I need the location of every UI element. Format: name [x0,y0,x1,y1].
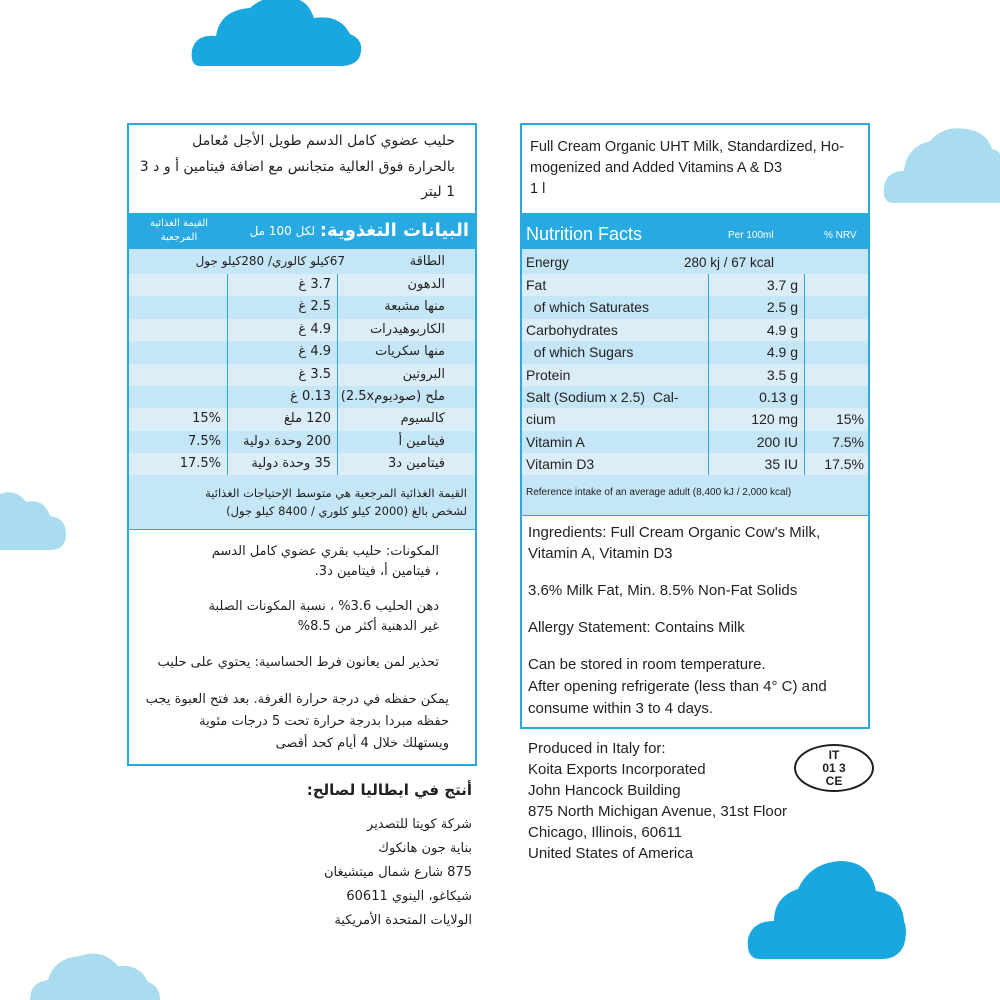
row-nrv [804,341,868,363]
row-value: 2.5 g [708,296,804,318]
en-energy-value: 280 kj / 67 kcal [684,255,775,270]
ar-energy-row [129,249,475,274]
ar-title-line-1: حليب عضوي كامل الدسم طويل الأجل مُعامل [192,133,455,149]
cloud-bottom-right [746,855,908,963]
row-label: Salt (Sodium x 2.5) Cal- [526,389,679,405]
ar-fat-line-1: دهن الحليب 3.6% ، نسبة المكونات الصلبة [208,599,439,614]
row-nrv [129,274,227,296]
row-label: Vitamin A [526,433,585,450]
table-row [522,431,868,453]
row-label: منها مشبعة [384,299,445,315]
table-row [129,296,475,318]
row-value: 3.5 غ [227,364,337,386]
row-label: Fat [526,277,547,293]
row-divider [337,319,338,341]
row-nrv [129,319,227,341]
cloud-right [882,125,1000,205]
row-divider [337,386,338,408]
row-nrv [804,296,868,318]
ar-title-line-2: بالحرارة فوق العالية متجانس مع اضافة فيتامين أ و د 3 [139,159,455,175]
row-label: Carbohydrates [526,321,618,338]
ar-ingredients-line-2: ، فيتامين أ، فيتامين د3. [314,564,439,579]
cloud-left [0,488,68,553]
oval-line-1: IT [828,748,840,762]
table-row [129,386,475,408]
table-row [522,341,868,363]
en-producer-line-6: United States of America [528,845,694,862]
row-label: cium [526,411,556,428]
en-fat-solids: 3.6% Milk Fat, Min. 8.5% Non-Fat Solids [528,582,798,599]
en-energy-row [522,249,868,274]
row-nrv: 15% [804,408,868,430]
row-value: 3.7 غ [227,274,337,296]
row-nrv: 7.5% [804,431,868,453]
row-nrv [129,364,227,386]
en-producer-line-1: Produced in Italy for: [528,740,666,757]
ar-producer-line-4: شيكاغو، الينوي 60611 [346,889,472,904]
row-nrv: 17.5% [804,453,868,475]
en-storage-line-3: consume within 3 to 4 days. [528,700,714,717]
row-nrv [129,386,227,408]
ar-energy-value: 67كيلو كالوري/ 280كيلو جول [195,254,345,268]
table-row [129,319,475,341]
row-nrv [804,274,868,296]
row-label: البروتين [402,366,445,382]
row-label: فيتامين أ [398,433,445,449]
table-row [129,453,475,475]
ar-storage-line-1: يمكن حفظه في درجة حرارة الغرفة. بعد فتح العبوة يجب [145,692,449,707]
row-value: 3.5 g [708,364,804,386]
ar-storage-line-2: حفظه مبردا بدرجة حرارة تحت 5 درجات مئوية [199,714,449,729]
cloud-bottom-left [30,952,160,1000]
table-row [522,364,868,386]
row-divider [337,431,338,453]
row-value: 4.9 غ [227,341,337,363]
en-storage-line-1: Can be stored in room temperature. [528,656,766,673]
table-row [129,364,475,386]
row-label: of which Sugars [526,344,634,361]
row-value: 200 IU [708,431,804,453]
en-producer-line-4: 875 North Michigan Avenue, 31st Floor [528,803,788,820]
row-value: 200 وحدة دولية [227,431,337,453]
en-producer-line-3: John Hancock Building [528,782,681,799]
row-nrv [129,296,227,318]
ar-producer-line-3: 875 شارع شمال ميتشيغان [323,865,472,880]
en-producer-line-5: Chicago, Illinois, 60611 [528,824,682,841]
ar-divider [129,529,475,530]
ar-energy-label: الطاقة [409,254,445,269]
row-label: Vitamin D3 [526,456,595,473]
en-ingredients-line-1: Ingredients: Full Cream Organic Cow's Milk, [528,524,821,541]
ar-producer-line-5: الولايات المتحدة الأمريكية [334,913,472,928]
row-value: 0.13 غ [227,386,337,408]
table-row [129,408,475,430]
en-storage-line-2: After opening refrigerate (less than 4° C) and [528,678,827,695]
table-row [522,319,868,341]
table-row [129,274,475,296]
table-row [522,274,868,296]
en-nutrition-title: Nutrition Facts [526,224,643,244]
row-label: الدهون [407,277,445,292]
en-title-line-2: mogenized and Added Vitamins A & D3 [530,160,783,176]
row-value: 4.9 g [708,341,804,363]
row-divider [337,296,338,318]
en-reference: Reference intake of an average adult (8,400 kJ / 2,000 kcal) [526,487,792,498]
ar-producer-line-2: بناية جون هانكوك [378,841,472,856]
row-value: 4.9 غ [227,319,337,341]
table-row [522,408,868,430]
row-nrv: 15% [192,411,221,427]
table-row [522,386,868,408]
row-nrv [804,364,868,386]
cloud-top-center [190,0,365,70]
row-value: 35 وحدة دولية [227,453,337,475]
english-label-panel [520,123,870,729]
row-divider [337,341,338,363]
en-nutrition-header [522,213,868,249]
en-nrv-header: % NRV [824,230,857,241]
en-divider [522,515,868,516]
ar-allergy: تحذير لمن يعانون فرط الحساسية: يحتوي على حليب [157,655,439,670]
en-allergy: Allergy Statement: Contains Milk [528,619,745,636]
row-divider [337,364,338,386]
row-value: 35 IU [708,453,804,475]
row-label: منها سكريات [374,344,445,360]
ar-nrv-header: القيمة الغذائية المرجعية [149,218,209,243]
row-value: 3.7 g [708,274,804,296]
ar-per-100ml: لكل 100 مل [249,224,315,238]
en-ingredients-line-2: Vitamin A, Vitamin D3 [528,545,673,562]
row-label: of which Saturates [526,299,649,316]
en-energy-label: Energy [526,255,569,270]
row-value: 4.9 g [708,319,804,341]
arabic-label-panel [127,123,477,766]
health-mark-oval [794,744,874,792]
ar-title-line-3: 1 ليتر [421,184,455,200]
en-title-line-1: Full Cream Organic UHT Milk, Standardized, Ho- [530,139,844,155]
table-row [522,296,868,318]
row-nrv: 7.5% [187,433,221,449]
row-value: 120 ملغ [227,408,337,430]
en-title-line-3: 1 l [530,181,546,197]
ar-storage-line-3: ويستهلك خلال 4 أيام كحد أقصى [275,736,449,751]
row-nrv [129,341,227,363]
row-label: فيتامين د3 [387,456,445,472]
ar-producer-line-1: شركة كويتا للتصدير [367,817,472,832]
row-divider [337,408,338,430]
ar-ingredients-line-1: المكونات: حليب بقري عضوي كامل الدسم [211,544,439,559]
row-value: 120 mg [708,408,804,430]
row-nrv [804,319,868,341]
en-reference-block [522,475,868,515]
oval-line-2: 01 3 [822,761,846,775]
ar-reference-line-1: القيمة الغذائية المرجعية هي متوسط الإحتياجات الغذائية [205,486,467,500]
ar-fat-line-2: غير الدهنية أكثر من 8.5% [297,619,439,634]
row-label: الكاربوهيدرات [369,321,445,337]
ar-reference-block [129,475,475,529]
row-divider [337,453,338,475]
en-per-100ml: Per 100ml [728,230,774,241]
row-value: 2.5 غ [227,296,337,318]
oval-line-3: CE [825,774,843,788]
en-producer-line-2: Koita Exports Incorporated [528,761,706,778]
row-nrv: 17.5% [179,456,221,472]
ar-reference-line-2: لشخص بالغ (2000 كيلو كلوري / 8400 كيلو جول) [226,504,467,518]
row-value: 0.13 g [708,386,804,408]
row-label: Protein [526,366,571,383]
ar-producer-title: أنتج في ايطاليا لصالح: [306,781,472,799]
ar-nutrition-title: البيانات التغذوية: [319,220,469,241]
table-row [129,431,475,453]
table-row [522,453,868,475]
row-label: ملح (صوديوم2.5x) [340,389,445,404]
row-label: كالسيوم [400,411,445,427]
row-nrv [804,386,868,408]
row-divider [337,274,338,296]
ar-nutrition-header [129,213,475,249]
table-row [129,341,475,363]
